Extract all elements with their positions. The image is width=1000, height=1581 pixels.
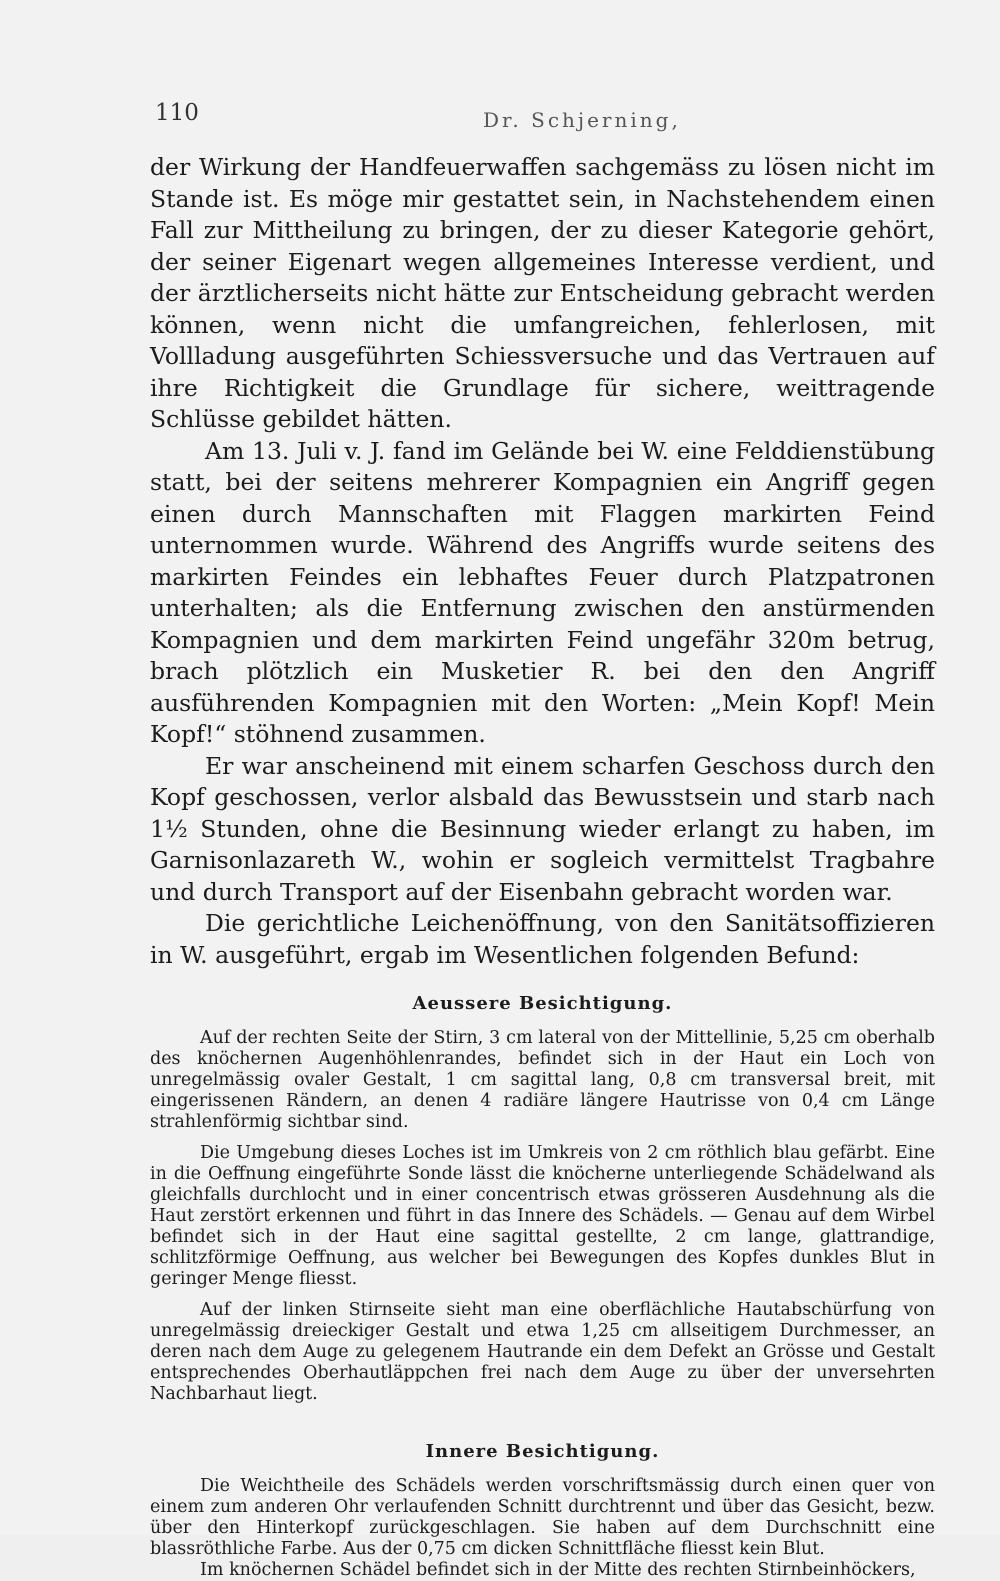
paragraph-1: der Wirkung der Handfeuerwaffen sachgemäss zu lösen nicht im Stande ist. Es möge mir gestattet sein, in Nachstehendem einen Fall zur Mittheilung zu bringen, der zu dieser Kategorie gehört, der seiner Eigenart wegen allgemeines Interesse verdient, und der ärztlicherseits nicht hätte zur Entscheidung gebracht werden können, wenn nicht die umfangreichen, fehlerlosen, mit Vollladung ausgeführten Schiessversuche und das Vertrauen auf ihre Richtigkeit die Grundlage für sichere, weittragende Schlüsse gebildet hätten.	[150, 153, 935, 433]
page-header	[155, 100, 935, 140]
section2-paragraph-2: Im knöchernen Schädel befindet sich in der Mitte des rechten Stirnbeinhöckers,	[200, 1560, 916, 1580]
section1-paragraph-3: Auf der linken Stirnseite sieht man eine oberflächliche Hautabschürfung von unregelmässig dreieckiger Gestalt und etwa 1,25 cm allseitigem Durchmesser, an deren nach dem Auge zu gelegenem Hautrande ein dem Defekt an Grösse und Gestalt entsprechendes Oberhautläppchen frei nach dem Auge zu über der unversehrten Nachbarhaut liegt.	[150, 1300, 935, 1404]
section1-paragraph-1: Auf der rechten Seite der Stirn, 3 cm lateral von der Mittellinie, 5,25 cm oberhalb des knöchernen Augenhöhlenrandes, befindet sich in der Haut ein Loch von unregelmässig ovaler Gestalt, 1 cm sagittal lang, 0,8 cm transversal breit, mit eingerissenen Rändern, an denen 4 radiäre längere Hautrisse von 0,4 cm Länge strahlenförmig sichtbar sind.	[150, 1028, 935, 1132]
section1-paragraph-2: Die Umgebung dieses Loches ist im Umkreis von 2 cm röthlich blau gefärbt. Eine in die Oeffnung eingeführte Sonde lässt die knöcherne unterliegende Schädelwand als gleichfalls durchlocht und in einer concentrisch etwas grösseren Ausdehnung als die Haut zerstört erkennen und führt in das Innere des Schädels. — Genau auf dem Wirbel befindet sich in der Haut eine sagittal gestellte, 2 cm lange, glattrandige, schlitzförmige Oeffnung, aus welcher bei Bewegungen des Kopfes dunkles Blut in geringer Menge fliesst.	[150, 1143, 935, 1289]
paragraph-3: Er war anscheinend mit einem scharfen Geschoss durch den Kopf geschossen, verlor alsbald das Bewusstsein und starb nach 1½ Stunden, ohne die Besinnung wieder erlangt zu haben, im Garnisonlazareth W., wohin er sogleich vermittelst Tragbahre und durch Transport auf der Eisenbahn gebracht worden war.	[150, 751, 935, 906]
running-head: Dr. Schjerning,	[483, 108, 681, 132]
body-text	[150, 152, 935, 1581]
page-number: 110	[155, 100, 199, 126]
section-heading-innere: Innere Besichtigung.	[425, 1441, 660, 1462]
paragraph-4: Die gerichtliche Leichenöffnung, von den Sanitätsoffizieren in W. ausgeführt, ergab im Wesentlichen folgenden Befund:	[150, 909, 935, 969]
section2-paragraph-1: Die Weichtheile des Schädels werden vorschriftsmässig durch einen quer von einem zum anderen Ohr verlaufenden Schnitt durchtrennt und über das Gesicht, bezw. über den Hinterkopf zurückgeschlagen. Sie haben auf dem Durchschnitt eine blassröthliche Farbe. Aus der 0,75 cm dicken Schnittfläche fliesst kein Blut.	[150, 1476, 935, 1559]
section-heading-aeussere: Aeussere Besichtigung.	[412, 993, 673, 1014]
paragraph-2: Am 13. Juli v. J. fand im Gelände bei W. eine Felddienstübung statt, bei der seitens mehrerer Kompagnien ein Angriff gegen einen durch Mannschaften mit Flaggen markirten Feind unternommen wurde. Während des Angriffs wurde seitens des markirten Feindes ein lebhaftes Feuer durch Platzpatronen unterhalten; als die Entfernung zwischen den anstürmenden Kompagnien und dem markirten Feind ungefähr 320m betrug, brach plötzlich ein Musketier R. bei den den Angriff ausführenden Kompagnien mit den Worten: „Mein Kopf! Mein Kopf!“ stöhnend zusammen.	[150, 436, 935, 748]
